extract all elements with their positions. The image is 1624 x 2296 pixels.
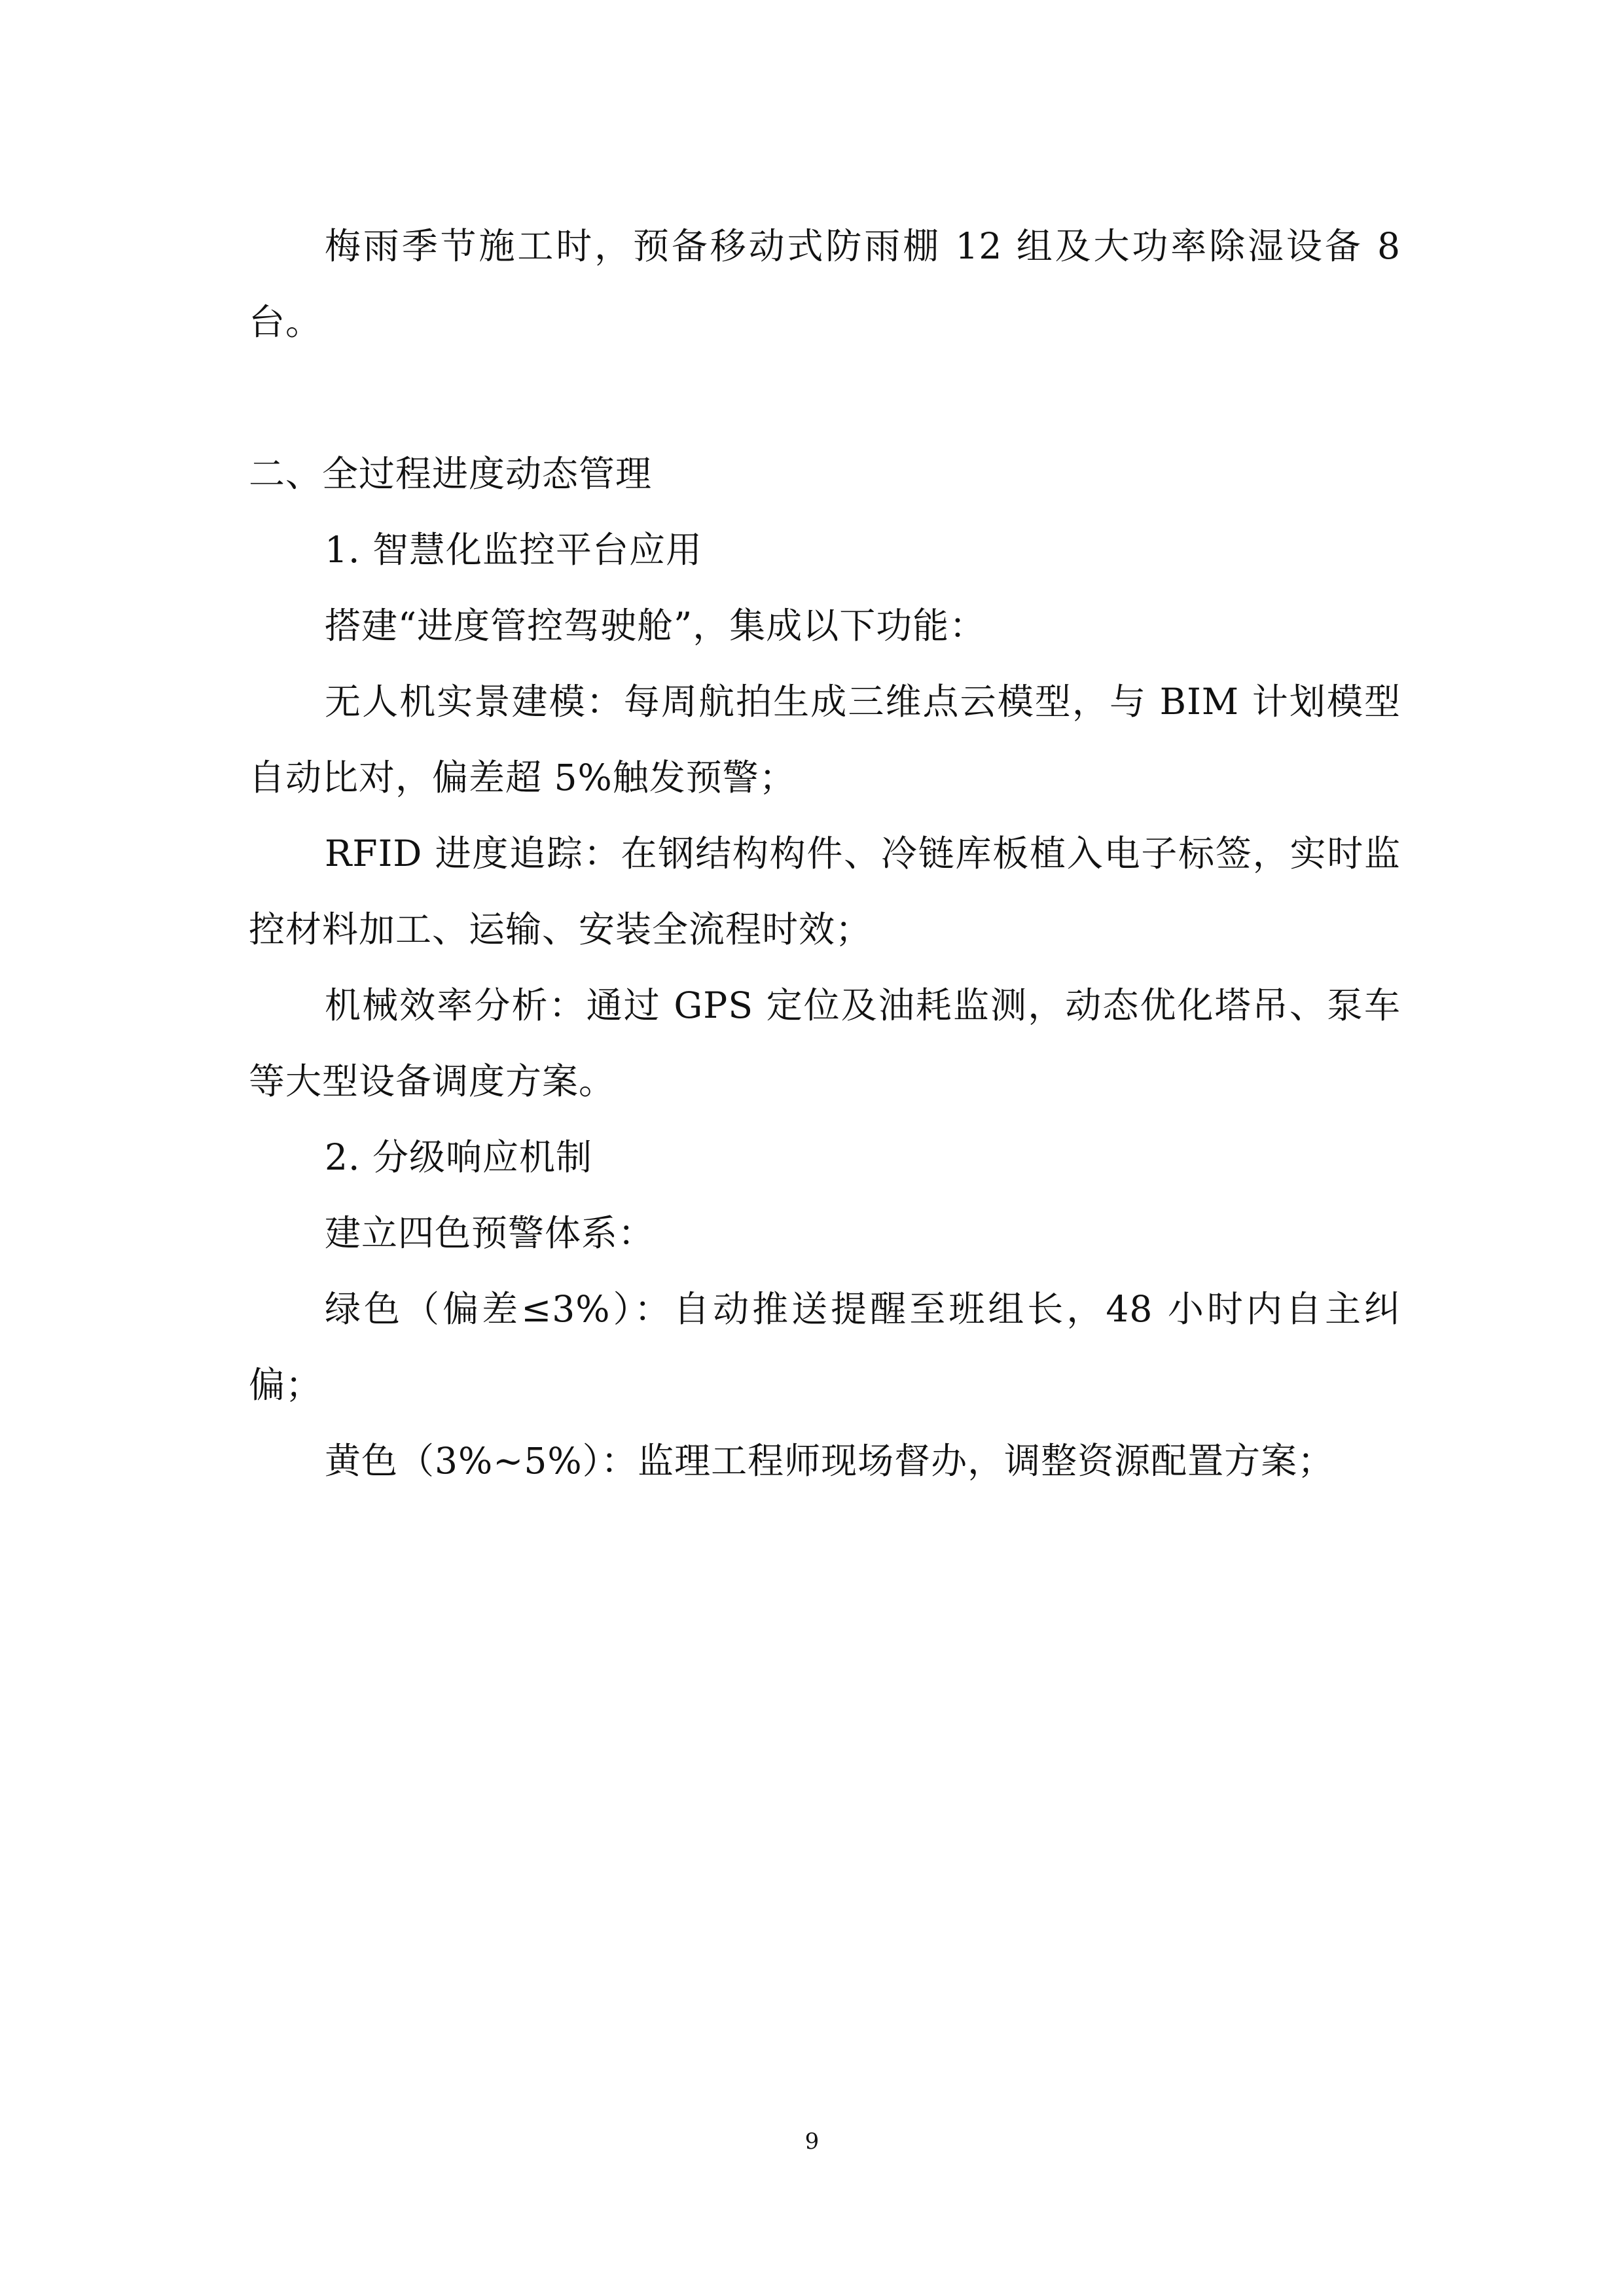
paragraph-drone-modeling: 无人机实景建模：每周航拍生成三维点云模型，与 BIM 计划模型自动比对，偏差超 5%触发预警； xyxy=(249,681,1401,798)
page-body xyxy=(249,208,1401,1499)
paragraph-rfid-tracking: RFID 进度追踪：在钢结构构件、冷链库板植入电子标签，实时监控材料加工、运输、安装全流程时效； xyxy=(249,833,1401,950)
paragraph-yellow-level: 黄色（3%~5%）：监理工程师现场督办，调整资源配置方案； xyxy=(325,1440,1335,1482)
page-number: 9 xyxy=(804,2128,820,2155)
paragraph-machine-efficiency: 机械效率分析：通过 GPS 定位及油耗监测，动态优化塔吊、泵车等大型设备调度方案。 xyxy=(249,984,1401,1102)
paragraph-rainy-season: 梅雨季节施工时，预备移动式防雨棚 12 组及大功率除湿设备 8 台。 xyxy=(249,225,1401,343)
subheading-smart-monitoring: 1. 智慧化监控平台应用 xyxy=(325,529,702,571)
paragraph-dashboard: 搭建“进度管控驾驶舱”，集成以下功能： xyxy=(325,605,986,647)
paragraph-green-level: 绿色（偏差≤3%）：自动推送提醒至班组长，48 小时内自主纠偏； xyxy=(249,1288,1401,1406)
section-heading: 二、全过程进度动态管理 xyxy=(249,453,653,495)
subheading-tiered-response: 2. 分级响应机制 xyxy=(325,1136,592,1178)
paragraph-four-color-warning: 建立四色预警体系： xyxy=(325,1212,655,1254)
paragraph-gap xyxy=(249,360,1401,436)
